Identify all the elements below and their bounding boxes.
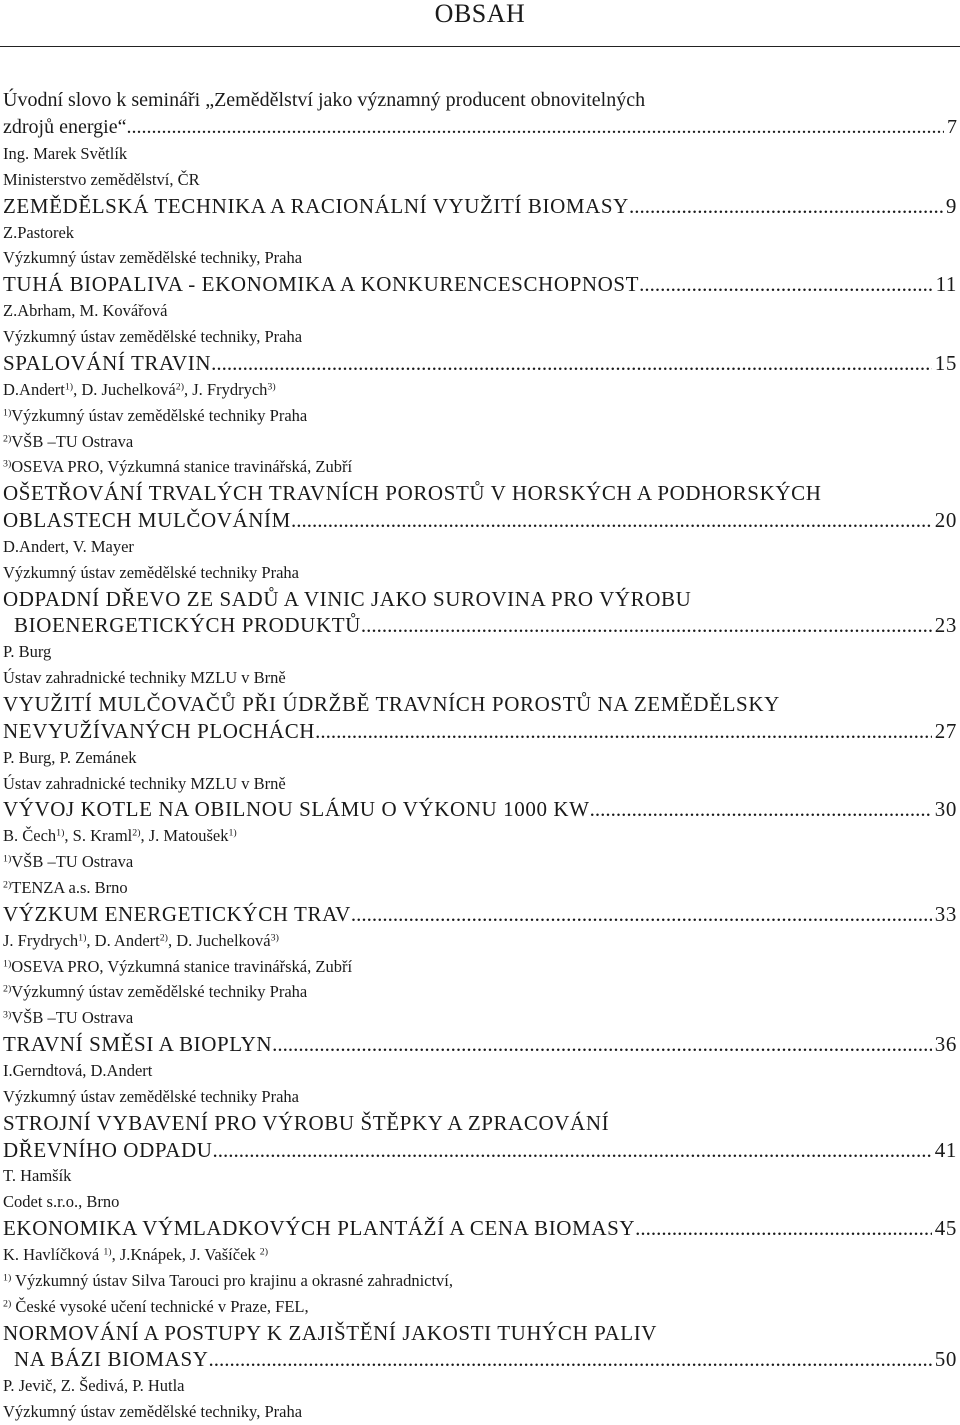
- meta-text: Z.Abrham, M. Kovářová: [3, 301, 168, 321]
- dot-leader: [635, 1215, 932, 1242]
- entry-page-number: 45: [934, 1216, 957, 1241]
- author-name: D.Andert: [3, 379, 65, 399]
- author-footnote-mark: 2): [175, 381, 184, 393]
- toc-entry-title[interactable]: [3, 1346, 957, 1373]
- author-footnote-mark: 2): [132, 827, 141, 839]
- entry-title-text: TUHÁ BIOPALIVA - EKONOMIKA A KONKURENCESCHOPNOST: [3, 272, 640, 297]
- entry-title-text: EKONOMIKA VÝMLADKOVÝCH PLANTÁŽÍ A CENA BIOMASY: [3, 1216, 636, 1241]
- affiliation-line: [3, 403, 957, 429]
- entry-page-number: 50: [934, 1347, 957, 1372]
- meta-text: Výzkumný ústav zemědělské techniky Praha: [11, 405, 308, 425]
- author-name: D. Andert: [94, 930, 160, 950]
- entry-page-number: 23: [934, 613, 957, 638]
- author-name: B. Čech: [3, 826, 57, 846]
- meta-text: TENZA a.s. Brno: [11, 878, 128, 897]
- meta-text: Výzkumný ústav zemědělské techniky, Praha: [3, 327, 303, 347]
- dot-leader: [212, 1137, 931, 1164]
- meta-text: Výzkumný ústav zemědělské techniky Praha: [3, 1086, 299, 1106]
- entry-meta-line: [3, 1373, 957, 1399]
- toc-entry-title: OŠETŘOVÁNÍ TRVALÝCH TRAVNÍCH POROSTŮ V HORSKÝCH A PODHORSKÝCH: [3, 481, 822, 506]
- toc-entry-title[interactable]: [3, 193, 957, 220]
- toc-entry-title[interactable]: [3, 612, 957, 639]
- table-of-contents: [3, 87, 957, 1425]
- affiliation-footnote-mark: 1): [3, 1272, 12, 1284]
- meta-text: VŠB –TU Ostrava: [11, 431, 134, 451]
- entry-meta-line: [3, 745, 957, 771]
- entry-page-number: 41: [934, 1137, 957, 1162]
- toc-entry-title: STROJNÍ VYBAVENÍ PRO VÝROBU ŠTĚPKY A ZPRACOVÁNÍ: [3, 1110, 610, 1135]
- entry-page-number: 9: [945, 193, 957, 218]
- author-separator: ,: [183, 379, 193, 399]
- meta-text: Výzkumný ústav zemědělské techniky Praha: [11, 982, 308, 1002]
- affiliation-line: [3, 849, 957, 875]
- meta-text: Ústav zahradnické techniky MZLU v Brně: [3, 668, 286, 688]
- entry-title-text: SPALOVÁNÍ TRAVIN: [3, 350, 212, 375]
- dot-leader: [211, 350, 932, 377]
- affiliation-footnote-mark: 2): [3, 984, 12, 996]
- entry-page-number: 11: [935, 272, 957, 297]
- entry-page-number: 33: [934, 901, 957, 926]
- entry-meta-line: [3, 639, 957, 665]
- meta-text: VŠB –TU Ostrava: [11, 852, 134, 872]
- entry-title-text: OBLASTECH MULČOVÁNÍM: [3, 508, 291, 533]
- dot-leader: [639, 271, 932, 298]
- author-footnote-mark: 2): [159, 932, 168, 944]
- affiliation-line: [3, 954, 957, 980]
- toc-entry-title[interactable]: [3, 901, 957, 928]
- entry-page-number: 27: [934, 718, 957, 743]
- entry-title-text: DŘEVNÍHO ODPADU: [3, 1137, 213, 1162]
- entry-meta-line: [3, 665, 957, 691]
- toc-entry-title[interactable]: [3, 1137, 957, 1164]
- author-name: K. Havlíčková: [3, 1245, 104, 1264]
- entry-page-number: 30: [934, 797, 957, 822]
- toc-entry-title[interactable]: [3, 507, 957, 534]
- meta-text: P. Burg: [3, 642, 52, 662]
- toc-entry-title: NORMOVÁNÍ A POSTUPY K ZAJIŠTĚNÍ JAKOSTI TUHÝCH PALIV: [3, 1320, 658, 1345]
- intro-page-number: 7: [947, 116, 957, 138]
- author-name: J. Frydrych: [192, 379, 268, 399]
- author-name: S. Kraml: [72, 826, 133, 846]
- toc-entry-title[interactable]: [3, 1031, 957, 1058]
- dot-leader: [590, 796, 932, 823]
- author-footnote-mark: 1): [103, 1246, 112, 1258]
- intro-title-text: zdrojů energie“: [3, 116, 127, 138]
- dot-leader: [126, 114, 944, 141]
- entry-meta-line: [3, 1084, 957, 1110]
- author-name: D. Juchelková: [81, 379, 176, 399]
- entry-title-text: NEVYUŽÍVANÝCH PLOCHÁCH: [3, 718, 316, 743]
- author-name: D. Juchelková: [176, 930, 271, 950]
- dot-leader: [315, 718, 932, 745]
- page-title: OBSAH: [434, 0, 526, 28]
- entry-meta-line: [3, 298, 957, 324]
- author-separator: ,: [64, 826, 73, 846]
- toc-entry-title[interactable]: [3, 796, 957, 823]
- author-separator: ,: [86, 930, 95, 950]
- dot-leader: [272, 1031, 932, 1058]
- entry-meta-line: [3, 220, 957, 246]
- entry-authors: [3, 377, 957, 403]
- affiliation-line: [3, 979, 957, 1005]
- meta-text: P. Jevič, Z. Šedivá, P. Hutla: [3, 1376, 185, 1396]
- author-footnote-mark: 1): [64, 381, 74, 393]
- affiliation-footnote-mark: 2): [3, 433, 12, 445]
- author-separator: ,: [111, 1245, 120, 1264]
- author-footnote-mark: 1): [56, 827, 65, 839]
- author-separator: ,: [140, 826, 149, 846]
- toc-entry-title[interactable]: [3, 350, 957, 377]
- dot-leader: [351, 901, 932, 928]
- intro-affiliation: Ministerstvo zemědělství, ČR: [3, 169, 200, 189]
- meta-text: D.Andert, V. Mayer: [3, 536, 134, 556]
- author-separator: ,: [73, 379, 82, 399]
- affiliation-line: [3, 454, 957, 480]
- meta-text: Codet s.r.o., Brno: [3, 1192, 120, 1212]
- author-footnote-mark: 1): [228, 827, 237, 839]
- meta-text: P. Burg, P. Zemánek: [3, 747, 137, 767]
- meta-text: Ústav zahradnické techniky MZLU v Brně: [3, 773, 286, 793]
- affiliation-footnote-mark: 3): [3, 1009, 12, 1021]
- meta-text: České vysoké učení technické v Praze, FEL,: [11, 1296, 309, 1316]
- affiliation-line: [3, 875, 957, 901]
- meta-text: VŠB –TU Ostrava: [11, 1008, 134, 1028]
- author-name: J. Frydrych: [3, 930, 79, 950]
- affiliation-line: [3, 1005, 957, 1031]
- entry-authors: [3, 928, 957, 954]
- entry-meta-line: [3, 324, 957, 350]
- affiliation-line: [3, 429, 957, 455]
- entry-title-text: VÝVOJ KOTLE NA OBILNOU SLÁMU O VÝKONU 1000 KW: [3, 797, 590, 822]
- entry-page-number: 20: [934, 508, 957, 533]
- dot-leader: [629, 193, 943, 220]
- author-footnote-mark: 3): [267, 381, 276, 393]
- entry-meta-line: [3, 560, 957, 586]
- entry-meta-line: [3, 771, 957, 797]
- meta-text: Výzkumný ústav zemědělské techniky, Praha: [3, 1402, 303, 1422]
- entry-title-text: ZEMĚDĚLSKÁ TECHNIKA A RACIONÁLNÍ VYUŽITÍ BIOMASY: [3, 193, 629, 218]
- intro-author: Ing. Marek Světlík: [3, 144, 128, 163]
- affiliation-line: [3, 1268, 957, 1294]
- entry-authors: [3, 823, 957, 849]
- entry-meta-line: [3, 1163, 957, 1189]
- dot-leader: [361, 612, 932, 639]
- toc-entry-title[interactable]: [3, 271, 957, 298]
- affiliation-footnote-mark: 2): [3, 879, 12, 891]
- entry-meta-line: [3, 1189, 957, 1215]
- author-footnote-mark: 3): [270, 932, 279, 944]
- entry-title-text: TRAVNÍ SMĚSI A BIOPLYN: [3, 1032, 273, 1057]
- toc-entry-title[interactable]: [3, 1215, 957, 1242]
- author-name: J. Matoušek: [148, 826, 229, 846]
- intro-title-line: Úvodní slovo k semináři „Zemědělství jako významný producent obnovitelných: [3, 89, 646, 111]
- author-name: J.Knápek, J. Vašíček: [119, 1245, 260, 1264]
- entry-title-text: VÝZKUM ENERGETICKÝCH TRAV: [3, 901, 351, 926]
- entry-meta-line: [3, 534, 957, 560]
- affiliation-footnote-mark: 2): [3, 1298, 12, 1310]
- dot-leader: [209, 1346, 932, 1373]
- entry-title-text: BIOENERGETICKÝCH PRODUKTŮ: [14, 613, 361, 638]
- title-divider: [0, 46, 960, 47]
- entry-page-number: 15: [934, 350, 957, 375]
- author-separator: ,: [167, 930, 177, 950]
- meta-text: T. Hamšík: [3, 1166, 72, 1186]
- entry-page-number: 36: [934, 1032, 957, 1057]
- toc-entry-title: ODPADNÍ DŘEVO ZE SADŮ A VINIC JAKO SUROVINA PRO VÝROBU: [3, 586, 692, 611]
- meta-text: OSEVA PRO, Výzkumná stanice travinářská, Zubří: [11, 457, 353, 477]
- entry-meta-line: [3, 245, 957, 271]
- toc-entry-title: VYUŽITÍ MULČOVAČŮ PŘI ÚDRŽBĚ TRAVNÍCH POROSTŮ NA ZEMĚDĚLSKY: [3, 692, 780, 717]
- meta-text: I.Gerndtová, D.Andert: [3, 1061, 153, 1081]
- affiliation-line: [3, 1294, 957, 1320]
- author-footnote-mark: 1): [78, 932, 87, 944]
- entry-authors: [3, 1242, 957, 1268]
- entry-meta-line: [3, 1058, 957, 1084]
- meta-text: Výzkumný ústav zemědělské techniky Praha: [3, 562, 299, 582]
- meta-text: Výzkumný ústav zemědělské techniky, Praha: [3, 248, 303, 268]
- intro-title-line-last[interactable]: [3, 114, 957, 141]
- affiliation-footnote-mark: 1): [3, 407, 12, 419]
- entry-meta-line: [3, 1399, 957, 1425]
- affiliation-footnote-mark: 1): [3, 853, 12, 865]
- affiliation-footnote-mark: 1): [3, 958, 12, 970]
- meta-text: Z.Pastorek: [3, 222, 75, 242]
- entry-title-text: NA BÁZI BIOMASY: [14, 1347, 209, 1372]
- meta-text: OSEVA PRO, Výzkumná stanice travinářská, Zubří: [11, 956, 353, 976]
- author-footnote-mark: 2): [259, 1246, 268, 1258]
- toc-entry-title[interactable]: [3, 718, 957, 745]
- dot-leader: [291, 507, 932, 534]
- affiliation-footnote-mark: 3): [3, 458, 12, 470]
- meta-text: Výzkumný ústav Silva Tarouci pro krajinu a okrasné zahradnictví,: [11, 1270, 454, 1290]
